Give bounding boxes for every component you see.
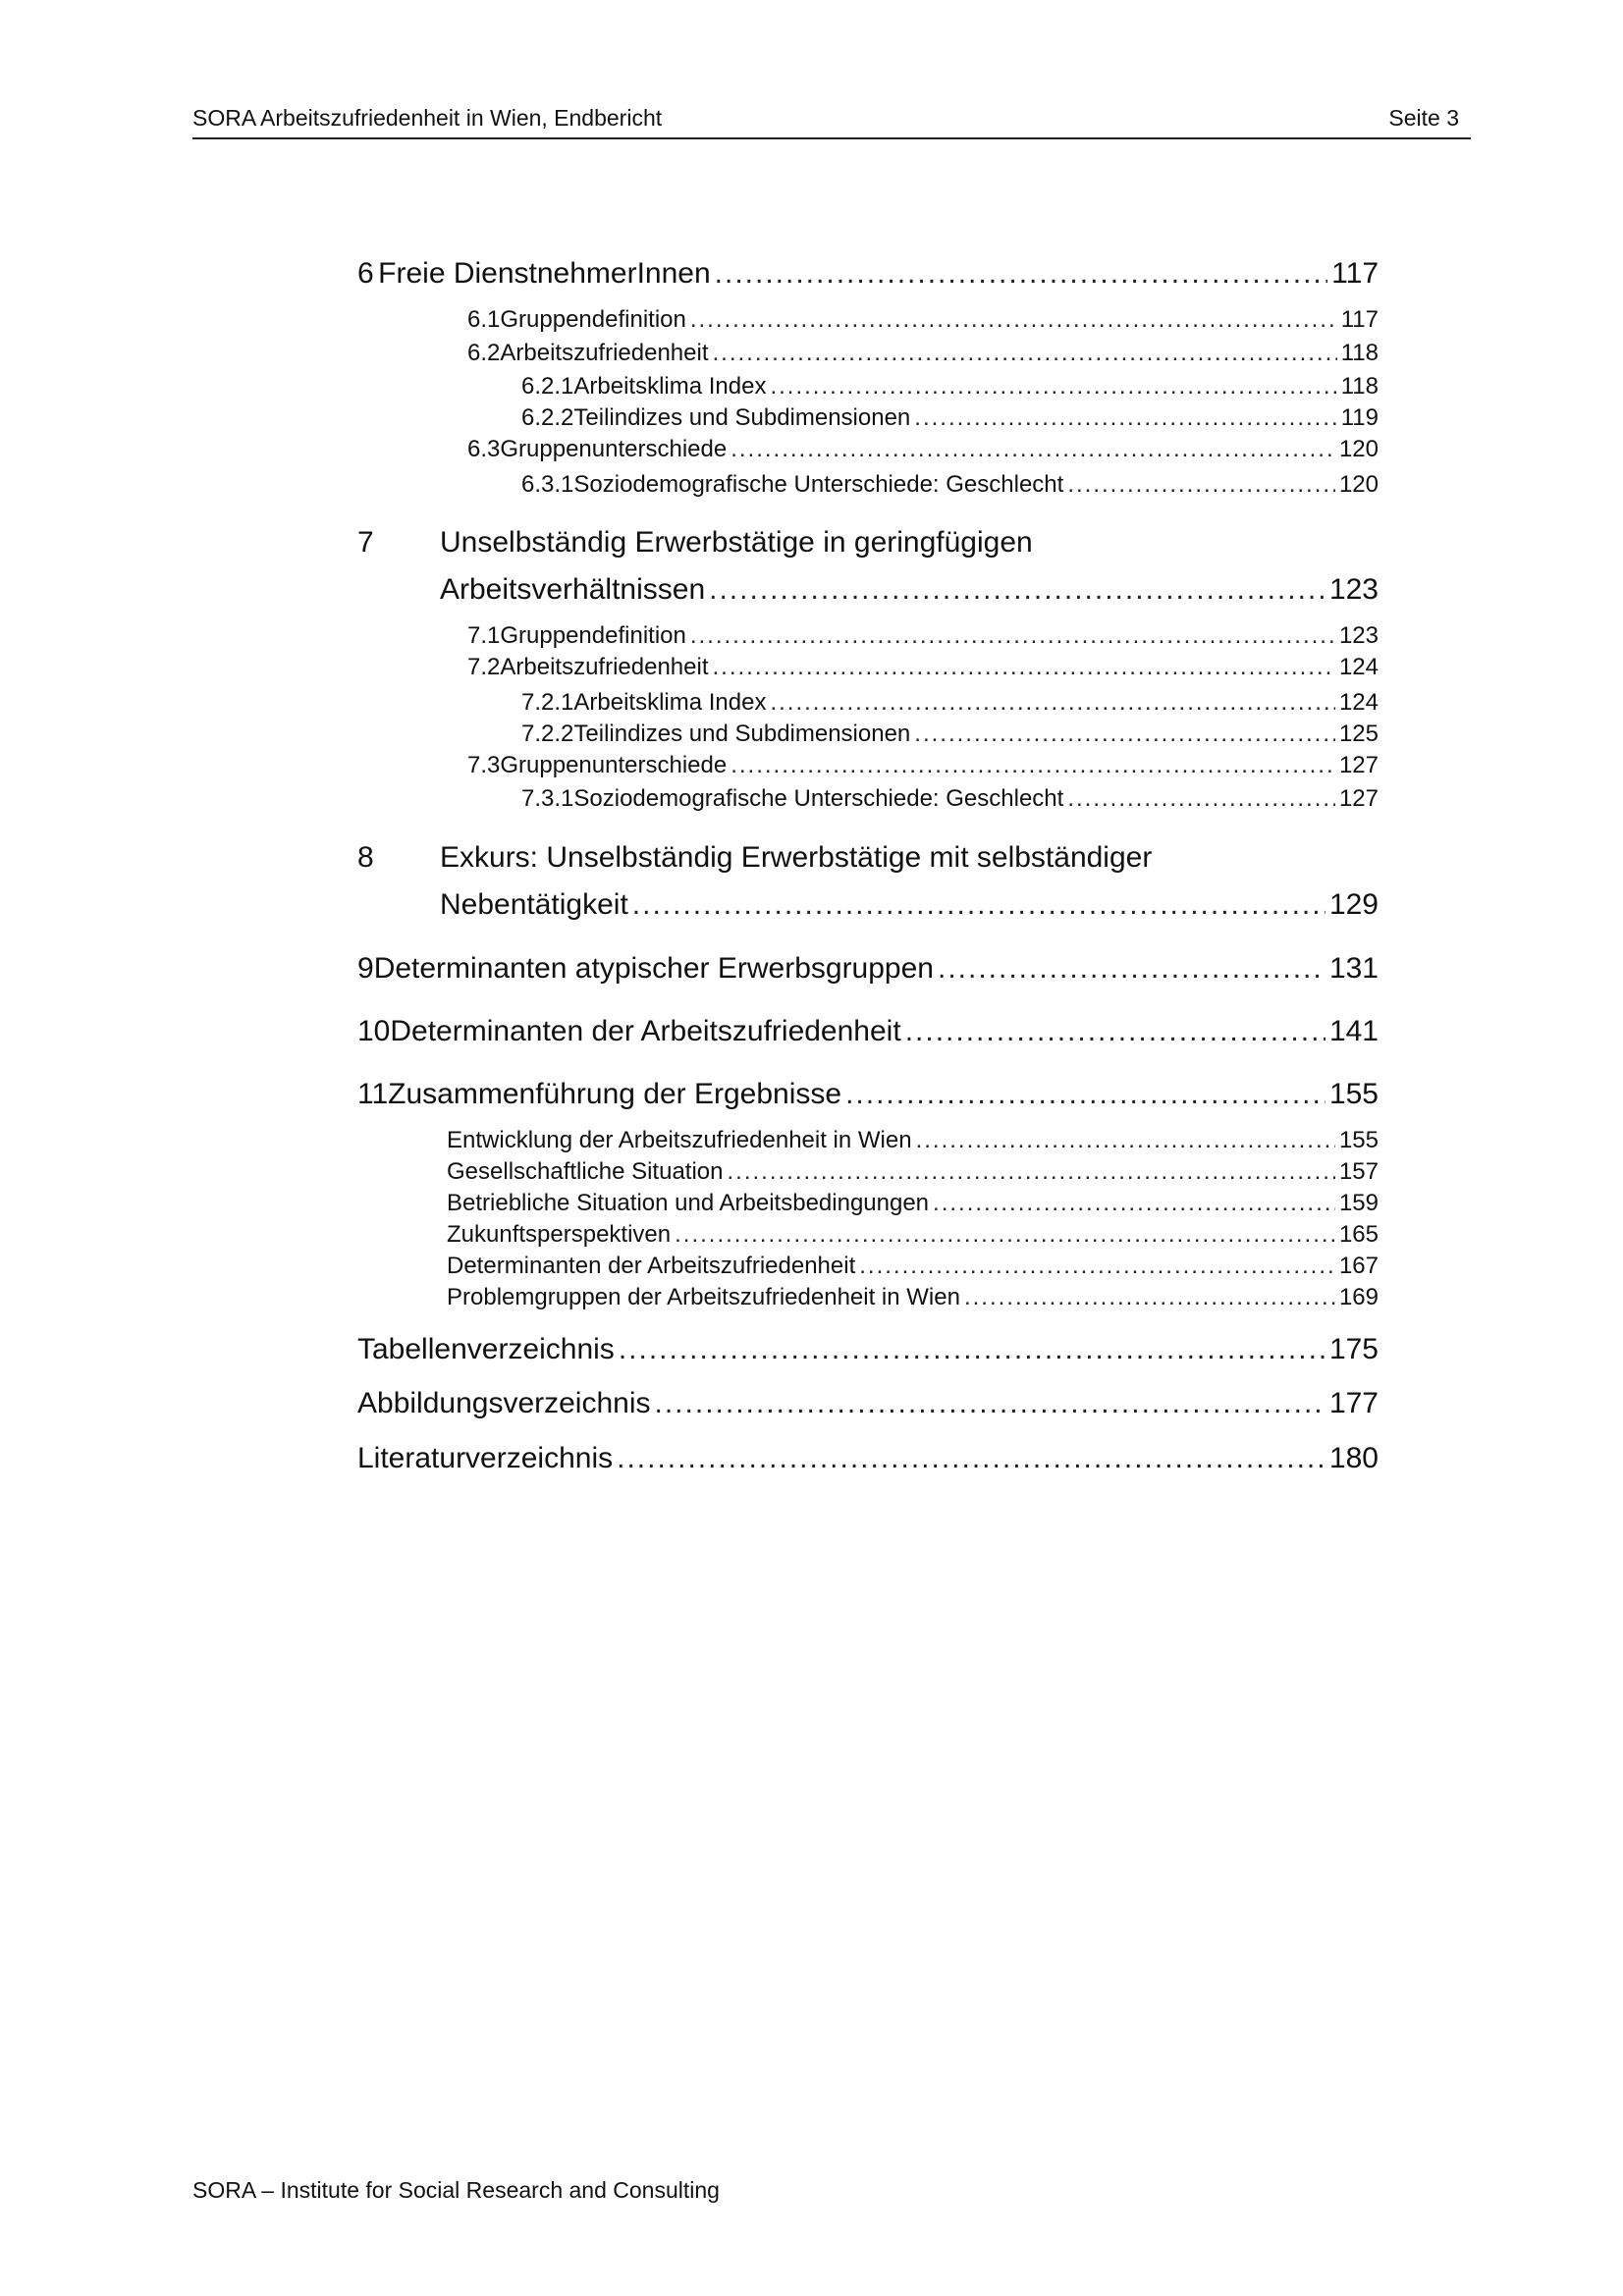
toc-title: Gruppendefinition — [500, 306, 686, 333]
toc-title: Literaturverzeichnis — [357, 1442, 614, 1474]
toc-page: 123 — [1328, 573, 1379, 606]
dot-leader — [715, 257, 1328, 291]
toc-entry-7-2-2[interactable] — [521, 721, 1379, 748]
toc-entry-7-2[interactable] — [467, 654, 1379, 681]
toc-entry-11[interactable] — [357, 1078, 1379, 1111]
dot-leader — [933, 1190, 1335, 1217]
toc-page: 118 — [1340, 340, 1379, 366]
toc-title: Gesellschaftliche Situation — [447, 1158, 724, 1185]
page-footer: SORA – Institute for Social Research and Consulting — [192, 2177, 720, 2203]
dot-leader — [770, 373, 1336, 400]
dot-leader — [730, 752, 1335, 779]
toc-number: 6.2.2 — [521, 404, 574, 431]
toc-title: Gruppenunterschiede — [500, 752, 728, 778]
toc-title: Soziodemografische Unterschiede: Geschlecht — [573, 471, 1064, 498]
dot-leader — [727, 1158, 1334, 1186]
toc-entry-11-b[interactable] — [447, 1158, 1379, 1186]
toc-title: Determinanten atypischer Erwerbsgruppen — [373, 952, 934, 985]
toc-title: Tabellenverzeichnis — [357, 1333, 615, 1365]
toc-entry-11-d[interactable] — [447, 1221, 1379, 1249]
toc-number: 6.3.1 — [521, 471, 574, 498]
toc-page: 127 — [1338, 785, 1379, 812]
dot-leader — [655, 1387, 1325, 1420]
toc-title: Gruppendefinition — [500, 622, 686, 649]
toc-entry-7-line1[interactable] — [357, 526, 1033, 560]
page-header — [192, 104, 1471, 139]
toc-page: 159 — [1338, 1190, 1379, 1216]
dot-leader — [617, 1442, 1325, 1475]
toc-title: Gruppenunterschiede — [500, 436, 728, 462]
toc-number: 7.2.2 — [521, 721, 574, 747]
dot-leader — [770, 689, 1334, 717]
toc-entry-7[interactable] — [440, 573, 1379, 607]
toc-entry-9[interactable] — [357, 952, 1379, 986]
toc-page: 155 — [1328, 1078, 1379, 1110]
toc-entry-6-2[interactable] — [467, 340, 1379, 367]
toc-title: Betriebliche Situation und Arbeitsbedingungen — [447, 1190, 930, 1216]
dot-leader — [964, 1284, 1335, 1311]
toc-title: Freie DienstnehmerInnen — [378, 257, 711, 290]
dot-leader — [916, 1127, 1335, 1154]
toc-title: Arbeitsklima Index — [573, 689, 767, 716]
toc-number: 6.3 — [467, 436, 501, 462]
toc-title: Determinanten der Arbeitszufriedenheit — [447, 1253, 856, 1279]
toc-entry-10[interactable] — [357, 1015, 1379, 1048]
toc-number: 8 — [357, 841, 374, 874]
toc-page: 123 — [1338, 622, 1379, 649]
toc-page: 180 — [1328, 1442, 1379, 1474]
toc-page: 124 — [1338, 654, 1379, 680]
toc-title: Problemgruppen der Arbeitszufriedenheit in Wien — [447, 1284, 960, 1310]
toc-page: 155 — [1338, 1127, 1379, 1153]
toc-page: 124 — [1338, 689, 1379, 716]
toc-entry-11-c[interactable] — [447, 1190, 1379, 1217]
toc-number: 6 — [357, 257, 374, 290]
dot-leader — [914, 404, 1336, 432]
toc-page: 120 — [1338, 471, 1379, 498]
toc-entry-6-3-1[interactable] — [521, 471, 1379, 499]
toc-page: 125 — [1338, 721, 1379, 747]
dot-leader — [938, 952, 1325, 986]
toc-entry-7-1[interactable] — [467, 622, 1379, 650]
toc-page: 131 — [1328, 952, 1379, 985]
toc-entry-7-3[interactable] — [467, 752, 1379, 779]
dot-leader — [730, 436, 1335, 463]
toc-page: 129 — [1328, 888, 1379, 921]
toc-page: 117 — [1331, 257, 1379, 290]
toc-entry-11-f[interactable] — [447, 1284, 1379, 1311]
toc-entry-literaturverzeichnis[interactable] — [357, 1442, 1379, 1475]
dot-leader — [709, 573, 1325, 607]
toc-page: 167 — [1338, 1253, 1379, 1279]
toc-number: 6.2.1 — [521, 373, 574, 400]
toc-page: 141 — [1328, 1015, 1379, 1047]
toc-title: Entwicklung der Arbeitszufriedenheit in Wien — [447, 1127, 912, 1153]
toc-number: 7.3.1 — [521, 785, 574, 812]
toc-entry-11-a[interactable] — [447, 1127, 1379, 1154]
toc-number: 7.2 — [467, 654, 501, 680]
toc-page: 119 — [1340, 404, 1379, 431]
dot-leader — [859, 1253, 1335, 1280]
toc-title: Teilindizes und Subdimensionen — [573, 404, 911, 431]
toc-entry-8-line1[interactable] — [357, 841, 1152, 875]
toc-entry-6[interactable] — [357, 257, 1379, 291]
toc-page: 165 — [1338, 1221, 1379, 1248]
toc-number: 10 — [357, 1015, 391, 1047]
toc-title-line1: Exkurs: Unselbständig Erwerbstätige mit selbständiger — [440, 841, 1153, 874]
toc-title: Arbeitsklima Index — [573, 373, 767, 400]
dot-leader — [632, 888, 1325, 922]
dot-leader — [845, 1078, 1325, 1111]
dot-leader — [675, 1221, 1335, 1249]
toc-page: 177 — [1328, 1387, 1379, 1419]
toc-entry-7-2-1[interactable] — [521, 689, 1379, 717]
toc-entry-6-3[interactable] — [467, 436, 1379, 463]
toc-number: 7.1 — [467, 622, 501, 649]
toc-title: Arbeitszufriedenheit — [500, 654, 709, 680]
toc-number: 9 — [357, 952, 374, 985]
toc-number: 7 — [357, 526, 374, 559]
dot-leader — [905, 1015, 1325, 1048]
toc-entry-7-3-1[interactable] — [521, 785, 1379, 813]
toc-entry-abbildungsverzeichnis[interactable] — [357, 1387, 1379, 1420]
toc-entry-tabellenverzeichnis[interactable] — [357, 1333, 1379, 1366]
toc-entry-6-2-1[interactable] — [521, 373, 1379, 400]
toc-number: 11 — [357, 1078, 389, 1110]
toc-number: 7.3 — [467, 752, 501, 778]
dot-leader — [713, 654, 1335, 681]
toc-page: 169 — [1338, 1284, 1379, 1310]
dot-leader — [690, 622, 1335, 650]
dot-leader — [713, 340, 1337, 367]
toc-title: Nebentätigkeit — [440, 888, 628, 921]
toc-title: Zukunftsperspektiven — [447, 1221, 672, 1248]
toc-title: Determinanten der Arbeitszufriedenheit — [390, 1015, 901, 1047]
header-page-number: Seite 3 — [1388, 105, 1459, 131]
toc-title: Abbildungsverzeichnis — [357, 1387, 651, 1419]
toc-number: 6.1 — [467, 306, 501, 333]
toc-page: 175 — [1328, 1333, 1379, 1365]
toc-page: 118 — [1340, 373, 1379, 400]
toc-title: Arbeitsverhältnissen — [440, 573, 706, 606]
dot-leader — [690, 306, 1337, 334]
toc-page: 117 — [1340, 306, 1379, 333]
toc-number: 6.2 — [467, 340, 501, 366]
toc-title: Teilindizes und Subdimensionen — [573, 721, 911, 747]
toc-number: 7.2.1 — [521, 689, 574, 716]
toc-page: 127 — [1338, 752, 1379, 778]
dot-leader — [1067, 785, 1335, 813]
toc-page: 157 — [1338, 1158, 1379, 1185]
header-title: SORA Arbeitszufriedenheit in Wien, Endbericht — [192, 105, 663, 131]
toc-entry-6-1[interactable] — [467, 306, 1379, 334]
toc-title: Zusammenführung der Ergebnisse — [388, 1078, 842, 1110]
dot-leader — [619, 1333, 1325, 1366]
toc-entry-6-2-2[interactable] — [521, 404, 1379, 432]
toc-title: Arbeitszufriedenheit — [500, 340, 709, 366]
toc-entry-8[interactable] — [440, 888, 1379, 922]
toc-page: 120 — [1338, 436, 1379, 462]
toc-title-line1: Unselbständig Erwerbstätige in geringfügigen — [440, 526, 1033, 559]
toc-title: Soziodemografische Unterschiede: Geschlecht — [573, 785, 1064, 812]
dot-leader — [914, 721, 1335, 748]
dot-leader — [1067, 471, 1335, 499]
toc-entry-11-e[interactable] — [447, 1253, 1379, 1280]
